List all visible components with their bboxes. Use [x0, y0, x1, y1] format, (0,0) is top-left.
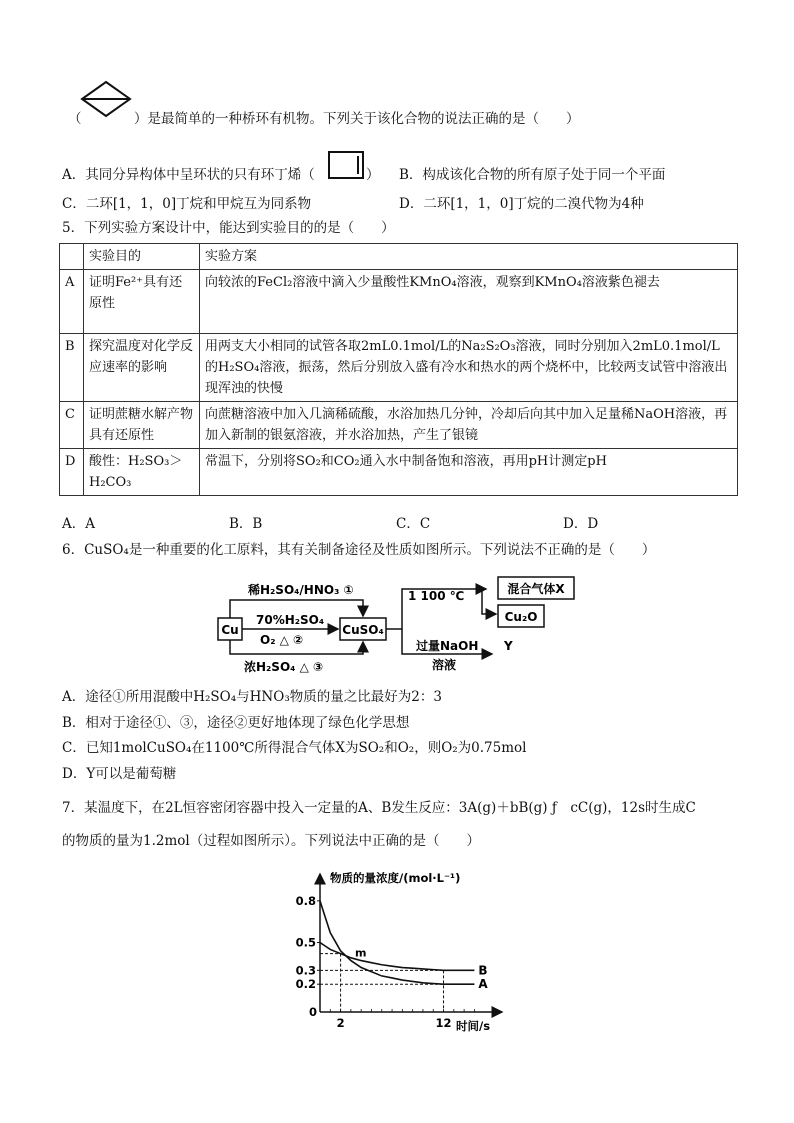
y-tick-label: 0.5 [295, 935, 316, 950]
route1-label: 稀H₂SO₄/HNO₃ ① [248, 583, 354, 597]
row-label: D [60, 449, 84, 496]
route2-top-label: 70%H₂SO₄ [256, 613, 325, 627]
q5-option-c[interactable]: C．C [396, 516, 431, 532]
q6-option-a[interactable]: A．途径①所用混酸中H₂SO₄与HNO₃物质的量之比最好为2：3 [62, 689, 442, 705]
table-header-cell [60, 244, 84, 270]
q4-open-paren: （ [68, 111, 82, 127]
q6-stem: 6．CuSO₄是一种重要的化工原料，其有关制备途径及性质如图所示。下列说法不正确的是（ ） [62, 542, 656, 558]
table-header-cell: 实验目的 [84, 244, 200, 270]
cuso4-flow-diagram [212, 574, 592, 678]
naoh-top-label: 过量NaOH [416, 639, 479, 653]
q6-option-d[interactable]: D．Y可以是葡萄糖 [62, 766, 177, 782]
table-header-cell: 实验方案 [200, 244, 738, 270]
q4-stem: ）是最简单的一种桥环有机物。下列关于该化合物的说法正确的是（ ） [134, 111, 580, 127]
y-tick-label: 0.3 [295, 963, 316, 978]
y-label: Y [504, 639, 513, 653]
table-row [60, 449, 738, 496]
q7-stem-line1: 7．某温度下，在2L恒容密闭容器中投入一定量的A、B发生反应：3A(g)＋bB(g) ƒ cC(g)，12s时生成C [62, 800, 696, 816]
q6-option-c[interactable]: C．已知1molCuSO₄在1100℃所得混合气体X为SO₂和O₂，则O₂为0.75mol [62, 740, 527, 756]
row-label: A [60, 270, 84, 334]
row-purpose: 酸性：H₂SO₃＞H₂CO₃ [84, 449, 200, 496]
row-plan: 常温下，分别将SO₂和CO₂通入水中制备饱和溶液，再用pH计测定pH [200, 449, 738, 496]
q4-option-b[interactable]: B．构成该化合物的所有原子处于同一个平面 [399, 167, 666, 183]
x-tick-label: 12 [435, 1016, 452, 1030]
row-plan: 向蔗糖溶液中加入几滴稀硫酸，水浴加热几分钟，冷却后向其中加入足量稀NaOH溶液，再加入新制的银氨溶液，并水浴加热，产生了银镜 [200, 402, 738, 449]
q5-option-b[interactable]: B．B [229, 516, 263, 532]
experiment-table [59, 243, 738, 496]
row-label: C [60, 402, 84, 449]
q4-option-a-text: A．其同分异构体中呈环状的只有环丁烯（ [62, 167, 315, 183]
y-tick-label: 0.2 [295, 977, 316, 992]
x-axis-label: 时间/s [456, 1019, 491, 1033]
bicyclobutane-structure [78, 80, 134, 118]
table-row [60, 270, 738, 334]
q6-option-b[interactable]: B．相对于途径①、③，途径②更好地体现了绿色化学思想 [62, 715, 410, 731]
gas-x-label: 混合气体X [507, 582, 565, 596]
row-plan: 用两支大小相同的试管各取2mL0.1mol/L的Na₂S₂O₃溶液，同时分别加入2mL0.1mol/L的H₂SO₄溶液，振荡，然后分别放入盛有冷水和热水的两个烧杯中，比较两支试管中溶液出现浑浊的快慢 [200, 334, 738, 402]
q4-option-a[interactable] [62, 166, 315, 184]
intersection-label: m [355, 946, 367, 960]
q7-stem-line2: 的物质的量为1.2mol（过程如图所示）。下列说法中正确的是（ ） [62, 833, 480, 849]
cyclobutene-structure [327, 150, 365, 180]
row-label: B [60, 334, 84, 402]
concentration-time-chart [290, 862, 520, 1034]
cuso4-label: CuSO₄ [342, 623, 384, 637]
series-line-B [320, 943, 474, 971]
q4-option-c[interactable]: C．二环[1，1，0]丁烷和甲烷互为同系物 [62, 196, 312, 212]
table-row [60, 334, 738, 402]
q4-option-d[interactable]: D．二环[1，1，0]丁烷的二溴代物为4种 [399, 196, 644, 212]
route3-label: 浓H₂SO₄ △ ③ [244, 660, 324, 674]
y-axis-label: 物质的量浓度/(mol·L⁻¹) [330, 871, 461, 885]
q4-option-a-close: ） [366, 167, 380, 183]
table-header-row [60, 244, 738, 270]
table-row [60, 402, 738, 449]
q5-option-d[interactable]: D．D [563, 516, 599, 532]
cu2o-label: Cu₂O [504, 610, 538, 624]
row-purpose: 探究温度对化学反应速率的影响 [84, 334, 200, 402]
series-line-A [320, 901, 474, 984]
cu-label: Cu [221, 623, 239, 637]
x-tick-label: 2 [336, 1016, 345, 1030]
q5-option-a[interactable]: A．A [62, 516, 95, 532]
route2-bottom-label: O₂ △ ② [260, 633, 304, 647]
row-purpose: 证明Fe²⁺具有还原性 [84, 270, 200, 334]
series-label-A: A [478, 977, 488, 992]
row-purpose: 证明蔗糖水解产物具有还原性 [84, 402, 200, 449]
y-tick-label: 0.8 [295, 893, 316, 908]
q5-options [62, 515, 598, 533]
temp-label: 1 100 ℃ [408, 589, 465, 603]
row-plan: 向较浓的FeCl₂溶液中滴入少量酸性KMnO₄溶液，观察到KMnO₄溶液紫色褪去 [200, 270, 738, 334]
naoh-bottom-label: 溶液 [432, 658, 457, 672]
origin-label: 0 [309, 1005, 318, 1019]
q5-stem: 5．下列实验方案设计中，能达到实验目的的是（ ） [62, 220, 395, 236]
series-label-B: B [478, 963, 488, 978]
